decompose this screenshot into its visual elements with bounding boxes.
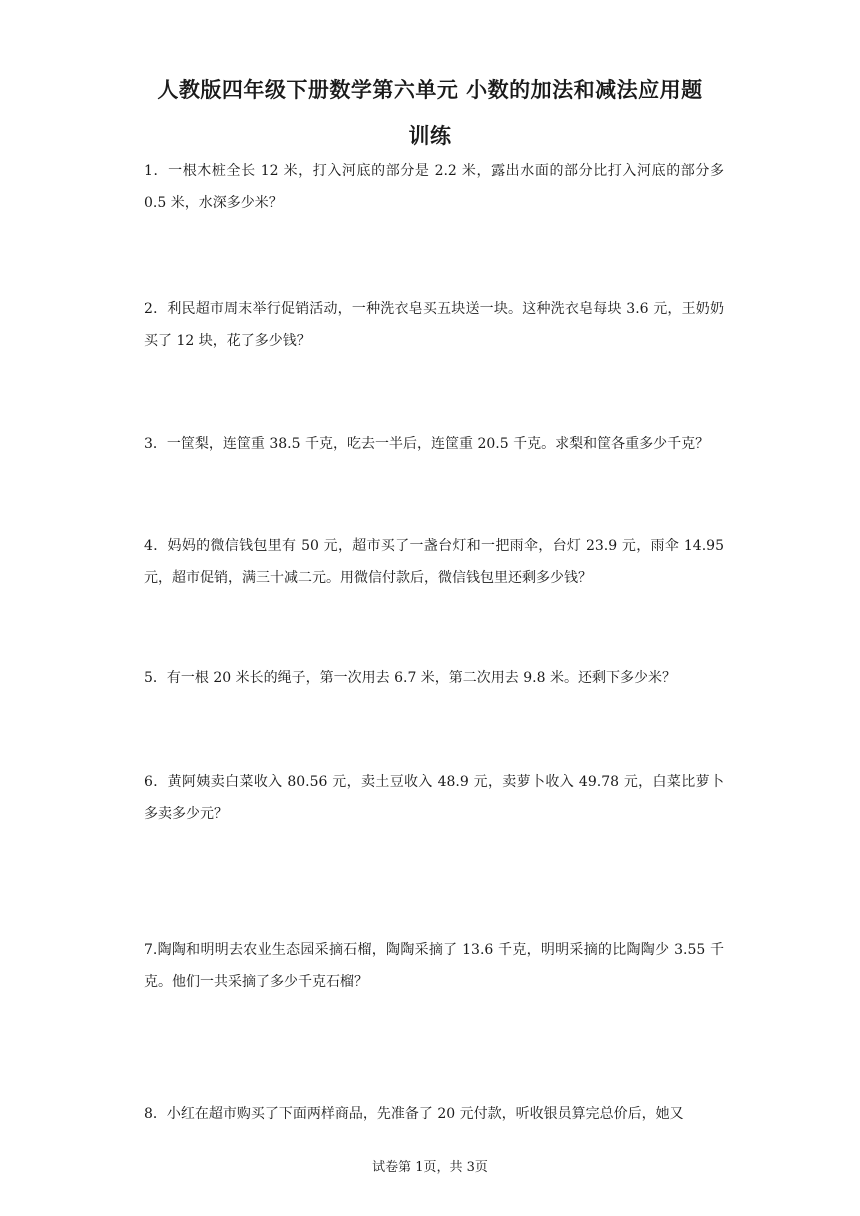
question-2 [144, 293, 724, 357]
question-4 [144, 530, 724, 594]
question-6 [144, 766, 724, 830]
question-number: 5． [144, 670, 167, 686]
question-number: 8． [144, 1106, 167, 1122]
question-number: 4． [144, 538, 168, 554]
question-3 [144, 428, 724, 460]
question-8 [144, 1098, 724, 1130]
question-text: 一根木桩全长 12 米，打入河底的部分是 2.2 米，露出水面的部分比打入河底的部分多 0.5 米，水深多少米？ [144, 163, 724, 211]
question-text: 小红在超市购买了下面两样商品，先准备了 20 元付款，听收银员算完总价后，她又 [166, 1106, 684, 1122]
page-footer: 试卷第 1页，共 3页 [372, 1160, 488, 1175]
question-number: 7. [144, 942, 158, 958]
question-text: 黄阿姨卖白菜收入 80.56 元，卖土豆收入 48.9 元，卖萝卜收入 49.78 元，白菜比萝卜多卖多少元？ [144, 774, 724, 822]
question-number: 3． [144, 436, 167, 452]
document-title-line2: 训练 [408, 124, 452, 148]
question-number: 6． [144, 774, 168, 790]
question-text: 有一根 20 米长的绳子，第一次用去 6.7 米，第二次用去 9.8 米。还剩下多少米？ [166, 670, 676, 686]
question-text: 利民超市周末举行促销活动，一种洗衣皂买五块送一块。这种洗衣皂每块 3.6 元，王奶奶买了 12 块，花了多少钱？ [144, 301, 724, 349]
question-text: 妈妈的微信钱包里有 50 元，超市买了一盏台灯和一把雨伞，台灯 23.9 元，雨伞 14.95 元，超市促销，满三十减二元。用微信付款后，微信钱包里还剩多少钱？ [144, 538, 724, 586]
question-1 [144, 155, 724, 219]
question-text: 一筐梨，连筐重 38.5 千克，吃去一半后，连筐重 20.5 千克。求梨和筐各重多少千克？ [166, 436, 710, 452]
document-title-line1: 人教版四年级下册数学第六单元 小数的加法和减法应用题 [157, 78, 703, 102]
question-7 [144, 934, 724, 998]
question-text: 陶陶和明明去农业生态园采摘石榴，陶陶采摘了 13.6 千克，明明采摘的比陶陶少 3.55 千克。他们一共采摘了多少千克石榴？ [144, 942, 724, 990]
question-number: 1． [144, 163, 169, 179]
question-number: 2． [144, 301, 168, 317]
question-5 [144, 662, 724, 694]
